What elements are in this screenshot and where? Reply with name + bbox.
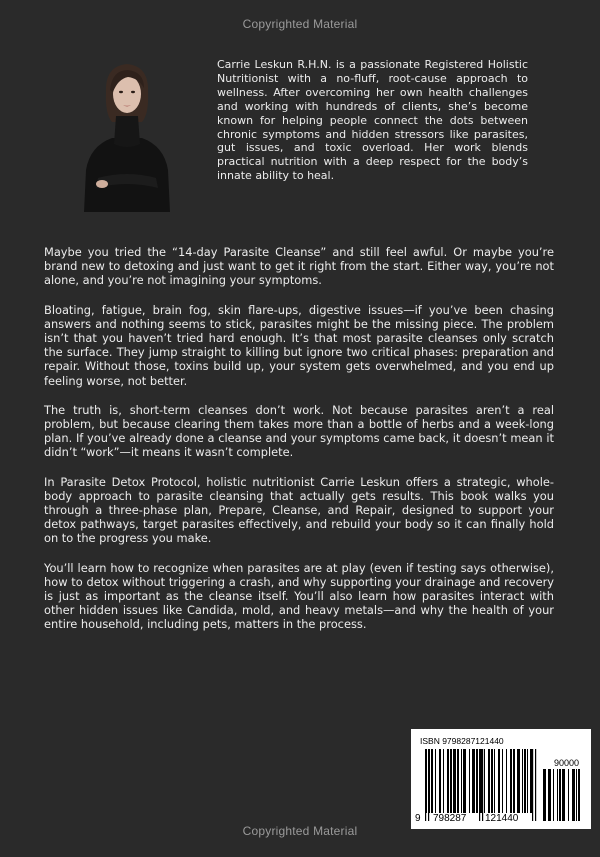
description-paragraph: The truth is, short-term cleanses don’t work. Not because parasites aren’t a real problem, but because clearing them takes more than a bottle of herbs and a week-long plan. If you’ve already done a cleanse and your symptoms came back, it doesn’t mean it didn’t “work”—it means it wasn’t complete. — [44, 402, 554, 460]
isbn-barcode-box — [411, 729, 591, 829]
description-paragraph: Maybe you tried the “14-day Parasite Cleanse” and still feel awful. Or maybe you’re brand new to detoxing and just want to get it right from the start. Either way, you’re not alone, and you’re not imagining your symptoms. — [44, 245, 554, 288]
copyright-watermark-top: Copyrighted Material — [242, 17, 358, 31]
barcode-lead-digit: 9 — [415, 813, 421, 824]
author-photo — [72, 52, 182, 212]
description-paragraph: You’ll learn how to recognize when parasites are at play (even if testing says otherwise), how to detox without triggering a crash, and why supporting your drainage and recovery is just as important as the cleanse itself. You’ll also learn how parasites interact with other hidden issues like Candida, mold, and heavy metals—and why the health of your entire household, including pets, matters in the process. — [44, 560, 554, 632]
author-bio: Carrie Leskun R.H.N. is a passionate Registered Holistic Nutritionist with a no-fluff, root-cause approach to wellness. After overcoming her own health challenges and working with hundreds of clients, she’s become known for helping people connect the dots between chronic symptoms and hidden stressors like parasites, gut issues, and toxic overload. Her work blends practical nutrition with a deep respect for the body’s innate ability to heal. — [217, 58, 528, 183]
barcode-digit-group-left: 798287 — [433, 813, 467, 824]
description-paragraph: Bloating, fatigue, brain fog, skin flare-ups, digestive issues—if you’ve been chasing answers and nothing seems to stick, parasites might be the missing piece. The problem isn’t that you haven’t tried hard enough. It’s that most parasite cleanses only scratch the surface. They jump straight to killing but ignore two critical phases: preparation and repair. Without those, toxins build up, your system gets overwhelmed, and you end up feeling worse, not better. — [44, 302, 554, 388]
price-code: 90000 — [553, 758, 579, 768]
copyright-watermark-bottom: Copyrighted Material — [242, 824, 358, 838]
barcode-digit-group-right: 121440 — [485, 813, 519, 824]
isbn-label: ISBN 9798287121440 — [420, 736, 504, 746]
description-paragraph: In Parasite Detox Protocol, holistic nutritionist Carrie Leskun offers a strategic, whole-body approach to parasite cleansing that actually gets results. This book walks you through a three-phase plan, Prepare, Cleanse, and Repair, designed to support your detox pathways, target parasites effectively, and rebuild your body so it can finally hold on to the progress you make. — [44, 474, 554, 546]
barcode-digits — [411, 729, 591, 829]
back-cover-description — [44, 245, 554, 647]
